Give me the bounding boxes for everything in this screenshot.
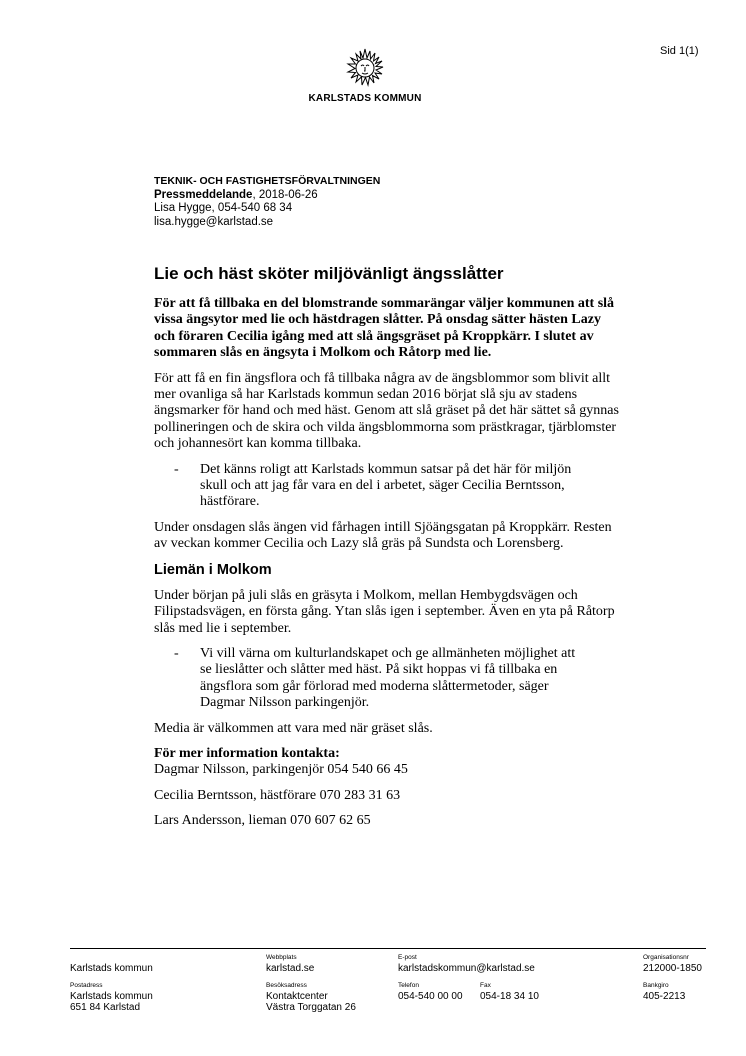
footer-email: karlstadskommun@karlstad.se <box>398 963 535 974</box>
body-paragraph-3: Under början på juli slås en gräsyta i Molkom, mellan Hembygdsvägen och Filipstadsvägen, en första gång. Ytan slås igen i september. Även en yta på Råtorp slås med lie i september. <box>154 587 615 636</box>
page-number: Sid 1(1) <box>660 45 699 57</box>
footer-phone-label: Telefon <box>398 982 419 989</box>
press-release-body <box>154 296 624 839</box>
sun-logo-icon <box>343 45 387 89</box>
quote-dash: - <box>174 461 179 477</box>
contact-item: Cecilia Berntsson, hästförare 070 283 31 63 <box>154 787 401 803</box>
subheading: Liemän i Molkom <box>154 561 272 578</box>
quote-text: Vi vill värna om kulturlandskapet och ge allmänheten möjlighet att se lieslåtter och slåtter med häst. På sikt hoppas vi få tillbaka en ängsflora som går förlorad med moderna slåttermetoder, säger Dagmar Nilsson parkingenjör. <box>200 645 576 711</box>
page-title: Lie och häst sköter miljövänligt ängsslåtter <box>154 264 504 283</box>
footer-divider <box>70 948 706 949</box>
quote-text: Det känns roligt att Karlstads kommun satsar på det här för miljön skull och att jag får vara en del i arbetet, säger Cecilia Berntsson, hästförare. <box>200 461 572 510</box>
footer-web: karlstad.se <box>266 963 315 974</box>
doc-type-line <box>154 189 380 203</box>
footer-post-line1: Karlstads kommun <box>70 991 153 1002</box>
document-header <box>154 175 380 229</box>
contact-person: Lisa Hygge, 054-540 68 34 <box>154 202 293 214</box>
contact-email: lisa.hygge@karlstad.se <box>154 215 274 228</box>
quote-dash: - <box>174 645 179 661</box>
footer-phone: 054-540 00 00 <box>398 991 463 1002</box>
lead-paragraph: För att få tillbaka en del blomstrande sommarängar väljer kommunen att slå vissa ängsytor med lie och hästdragen slåtter. På onsdag sätter hästen Lazy och föraren Cecilia igång med att slå ängsgräset på Kroppkärr. I slutet av sommaren slås en ängsyta i Molkom och Råtorp med lie. <box>154 296 615 361</box>
footer-orgnr: 212000-1850 <box>643 963 702 974</box>
footer-name: Karlstads kommun <box>70 963 153 974</box>
contacts-heading: För mer information kontakta: <box>154 745 340 761</box>
doc-type: Pressmeddelande <box>154 188 253 201</box>
footer-visit-label: Besöksadress <box>266 982 307 989</box>
doc-date: , 2018-06-26 <box>252 188 318 201</box>
organization-name: KARLSTADS KOMMUN <box>308 93 422 104</box>
contact-item: Lars Andersson, lieman 070 607 62 65 <box>154 813 371 829</box>
body-paragraph-1: För att få en fin ängsflora och få tillbaka några av de ängsblommor som blivit allt mer ovanliga så har Karlstads kommun sedan 2016 börjat slå sju av stadens ängsmarker för hand och med häst. Genom att slå gräset på det här sättet så gynnas pollineringen och de skira och vilda ängsblommorna som prästkragar, tjärblomster och johannesört kan komma tillbaka. <box>154 370 619 452</box>
department-name: TEKNIK- OCH FASTIGHETSFÖRVALTNINGEN <box>154 175 381 187</box>
footer-bank: 405-2213 <box>643 991 686 1002</box>
body-paragraph-2: Under onsdagen slås ängen vid fårhagen intill Sjöängsgatan på Kroppkärr. Resten av veckan kommer Cecilia och Lazy slå gräs på Sundsta och Lorensberg. <box>154 519 612 552</box>
quote-2 <box>154 646 624 712</box>
footer-fax-label: Fax <box>480 982 491 989</box>
footer-bank-label: Bankgiro <box>643 982 669 989</box>
footer-visit-line1: Kontaktcenter <box>266 991 328 1002</box>
quote-1 <box>154 462 624 511</box>
footer-fax: 054-18 34 10 <box>480 991 539 1002</box>
contact-item: Dagmar Nilsson, parkingenjör 054 540 66 45 <box>154 762 408 778</box>
footer-web-label: Webbplats <box>266 954 297 961</box>
footer-visit-line2: Västra Torggatan 26 <box>266 1002 356 1013</box>
footer-email-label: E-post <box>398 954 417 961</box>
body-paragraph-4: Media är välkommen att vara med när gräset slås. <box>154 720 433 736</box>
footer-post-line2: 651 84 Karlstad <box>70 1002 141 1013</box>
footer-orgnr-label: Organisationsnr <box>643 954 689 961</box>
footer-post-label: Postadress <box>70 982 103 989</box>
